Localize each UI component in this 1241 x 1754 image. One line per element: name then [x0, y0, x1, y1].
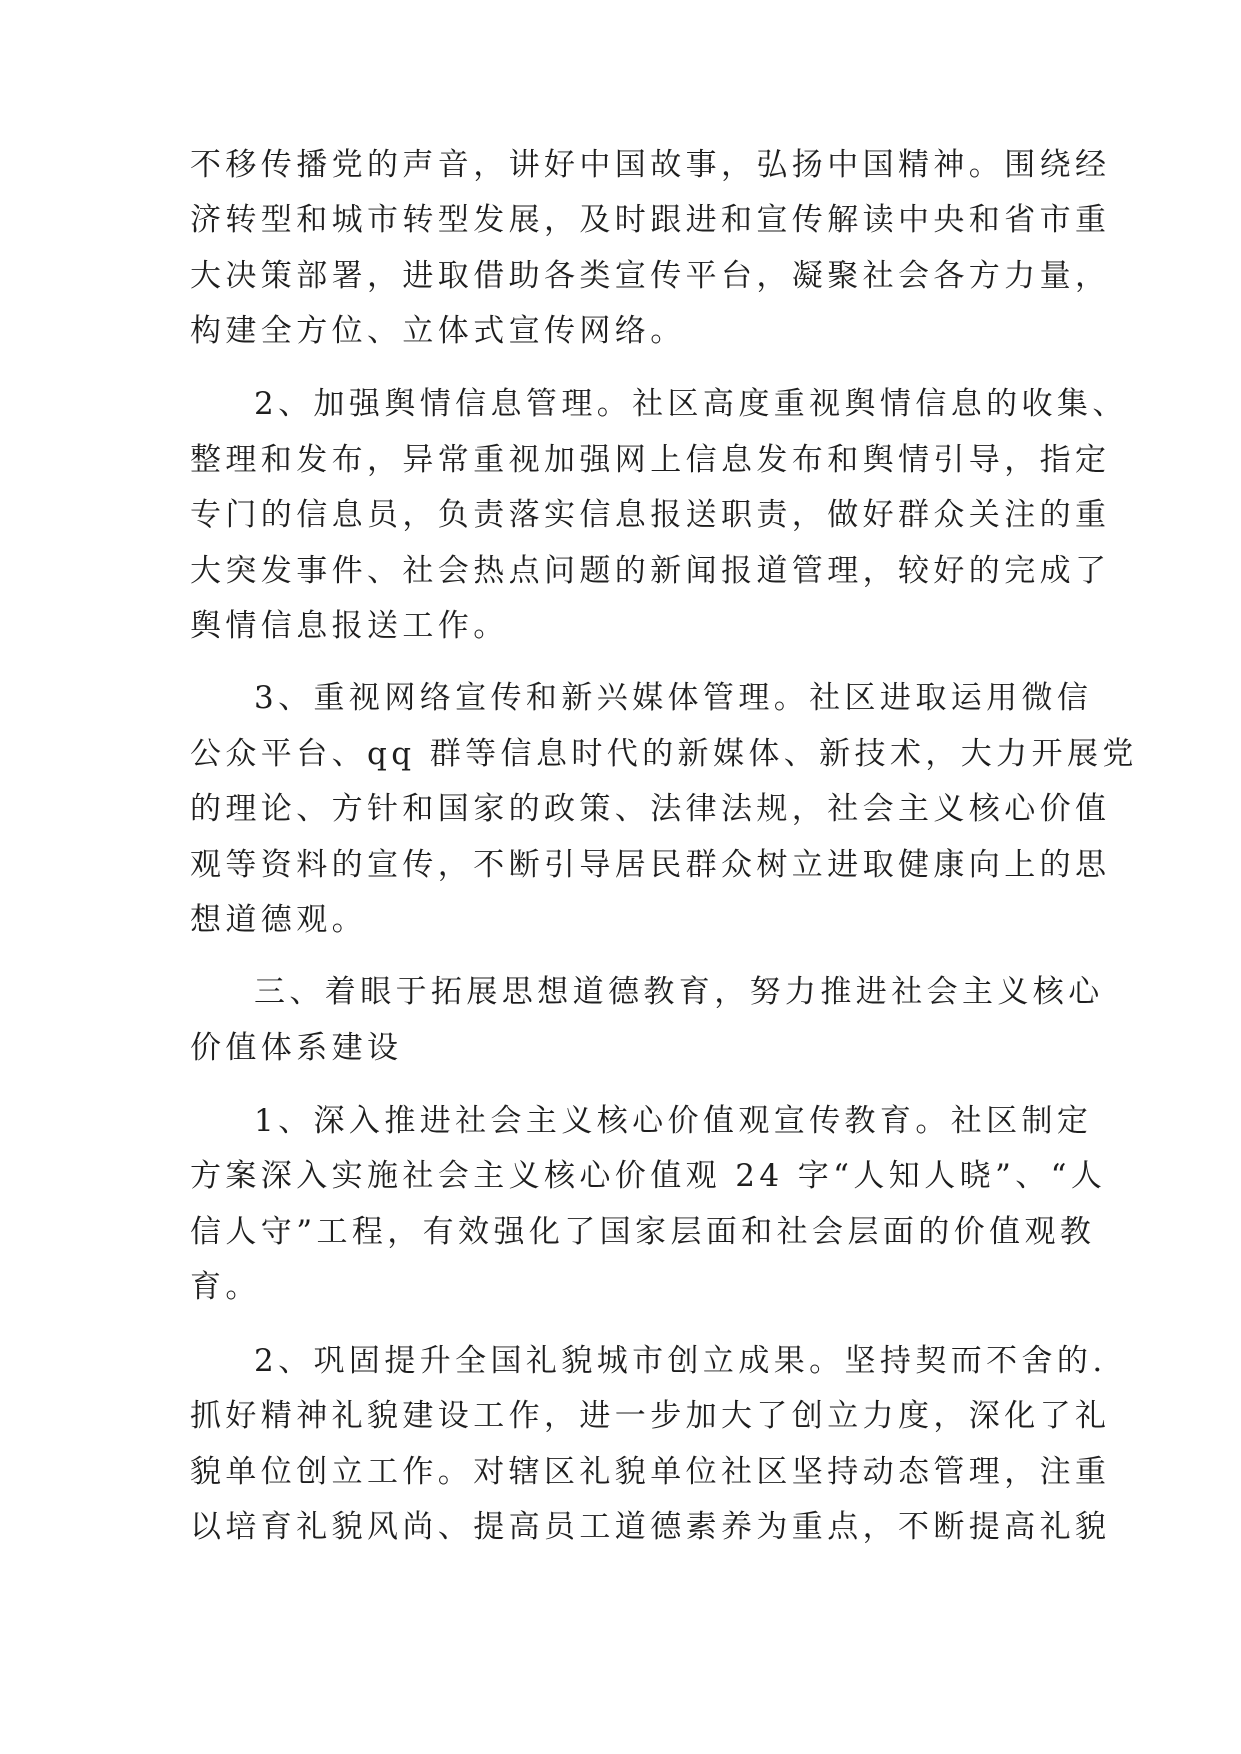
text-line: 构建全方位、立体式宣传网络。	[190, 313, 686, 349]
text-line: 以培育礼貌风尚、提高员工道德素养为重点，不断提高礼貌	[190, 1509, 1111, 1545]
text-line: 信人守”工程，有效强化了国家层面和社会层面的价值观教	[190, 1214, 1096, 1250]
text-line: 大决策部署，进取借助各类宣传平台，凝聚社会各方力量，	[190, 258, 1111, 294]
paragraph-start-line: 2、巩固提升全国礼貌城市创立成果。坚持契而不舍的.	[254, 1343, 1107, 1379]
text-line: 育。	[190, 1269, 261, 1305]
text-line: 济转型和城市转型发展，及时跟进和宣传解读中央和省市重	[190, 202, 1111, 238]
text-line: 观等资料的宣传，不断引导居民群众树立进取健康向上的思	[190, 847, 1111, 883]
text-line: 抓好精神礼貌建设工作，进一步加大了创立力度，深化了礼	[190, 1398, 1111, 1434]
section-heading-line: 价值体系建设	[190, 1030, 403, 1066]
text-line: 大突发事件、社会热点问题的新闻报道管理，较好的完成了	[190, 553, 1111, 589]
paragraph-start-line: 1、深入推进社会主义核心价值观宣传教育。社区制定	[254, 1103, 1093, 1139]
text-line: 舆情信息报送工作。	[190, 608, 509, 644]
text-line: 的理论、方针和国家的政策、法律法规，社会主义核心价值	[190, 791, 1111, 827]
section-heading-line: 三、着眼于拓展思想道德教育，努力推进社会主义核心	[254, 974, 1104, 1010]
paragraph-start-line: 2、加强舆情信息管理。社区高度重视舆情信息的收集、	[254, 386, 1128, 422]
text-line: 不移传播党的声音，讲好中国故事，弘扬中国精神。围绕经	[190, 147, 1111, 183]
text-line: 公众平台、qq 群等信息时代的新媒体、新技术，大力开展党	[190, 736, 1138, 772]
text-line: 想道德观。	[190, 902, 367, 938]
text-line: 貌单位创立工作。对辖区礼貌单位社区坚持动态管理，注重	[190, 1454, 1111, 1490]
text-line: 方案深入实施社会主义核心价值观 24 字“人知人晓”、“人	[190, 1158, 1107, 1194]
text-line: 整理和发布，异常重视加强网上信息发布和舆情引导，指定	[190, 442, 1111, 478]
text-line: 专门的信息员，负责落实信息报送职责，做好群众关注的重	[190, 497, 1111, 533]
paragraph-start-line: 3、重视网络宣传和新兴媒体管理。社区进取运用微信	[254, 680, 1093, 716]
